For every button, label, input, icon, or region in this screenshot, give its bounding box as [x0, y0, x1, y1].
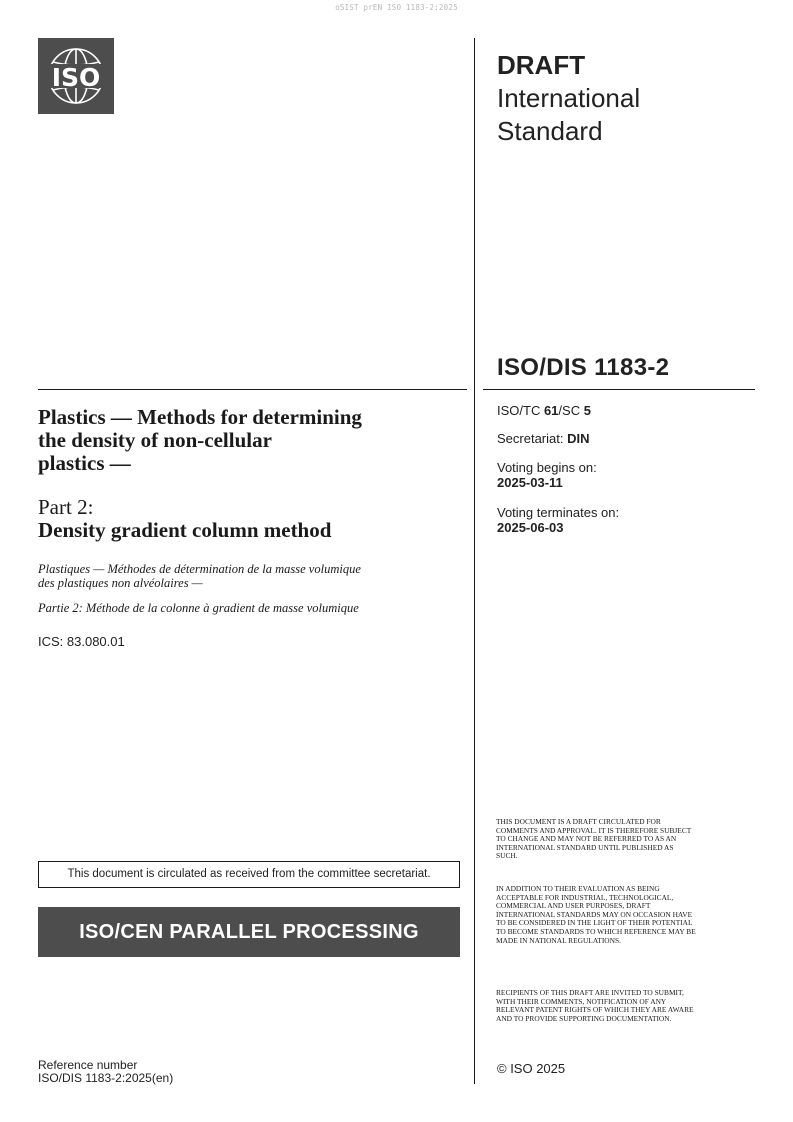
- french-part-title: Partie 2: Méthode de la colonne à gradient de masse volumique: [38, 601, 359, 615]
- iso-globe-icon: [38, 38, 114, 114]
- voting-terminates-label: Voting terminates on:: [497, 505, 620, 520]
- reference-number-value: ISO/DIS 1183-2:2025(en): [38, 1071, 174, 1085]
- main-title: [38, 406, 458, 475]
- standard-number: ISO/DIS 1183-2: [497, 354, 670, 381]
- draft-title: [497, 49, 640, 148]
- iso-logo: [38, 38, 114, 114]
- left-horizontal-rule: [38, 389, 467, 390]
- draft-title-line3: Standard: [497, 116, 603, 146]
- tc-prefix: ISO/TC: [497, 403, 544, 418]
- disclaimer-paragraph-1: THIS DOCUMENT IS A DRAFT CIRCULATED FOR COMMENTS AND APPROVAL. IT IS THEREFORE SUBJECT TO CHANGE AND MAY NOT BE REFERRED TO AS AN INTERNATIONAL STANDARD UNTIL PUBLISHED AS SUCH.: [496, 817, 692, 861]
- secretariat-line: [497, 431, 589, 446]
- main-title-line2: the density of non-cellular: [38, 428, 272, 452]
- main-title-line1: Plastics — Methods for determining: [38, 405, 362, 429]
- disclaimer-paragraph-2: IN ADDITION TO THEIR EVALUATION AS BEING ACCEPTABLE FOR INDUSTRIAL, TECHNOLOGICAL, COMMERCIAL AND USER PURPOSES, DRAFT INTERNATIONAL STANDARDS MAY ON OCCASION HAVE TO BE CONSIDERED IN THE LIGHT OF THEIR POTENTIAL TO BECOME STANDARDS TO WHICH REFERENCE MAY BE MADE IN NATIONAL REGULATIONS.: [496, 884, 696, 945]
- ics-code: ICS: 83.080.01: [38, 634, 125, 649]
- french-title-line1: Plastiques — Méthodes de détermination de la masse volumique: [38, 562, 361, 576]
- copyright: © ISO 2025: [497, 1061, 566, 1076]
- part-label: Part 2:: [38, 495, 94, 519]
- draft-title-line2: International: [497, 83, 641, 113]
- sc-number: 5: [583, 403, 591, 418]
- right-horizontal-rule: [483, 389, 755, 390]
- tc-number: 61: [543, 403, 559, 418]
- parallel-processing-banner: ISO/CEN PARALLEL PROCESSING: [38, 907, 460, 957]
- secretariat-label: Secretariat:: [497, 431, 568, 446]
- french-title-line2: des plastiques non alvéolaires —: [38, 576, 203, 590]
- voting-terminates: [497, 505, 619, 535]
- disclaimer-paragraph-3: RECIPIENTS OF THIS DRAFT ARE INVITED TO SUBMIT, WITH THEIR COMMENTS, NOTIFICATION OF ANY RELEVANT PATENT RIGHTS OF WHICH THEY ARE AWARE AND TO PROVIDE SUPPORTING DOCUMENTATION.: [496, 988, 694, 1023]
- voting-begins: [497, 460, 597, 490]
- circulation-notice: This document is circulated as received from the committee secretariat.: [38, 861, 460, 888]
- sc-prefix: /SC: [558, 403, 584, 418]
- committee-line: [497, 403, 591, 418]
- voting-terminates-date: 2025-06-03: [497, 520, 564, 535]
- main-title-line3: plastics —: [38, 451, 131, 475]
- reference-number-label: Reference number: [38, 1058, 138, 1072]
- french-title: [38, 562, 458, 590]
- iso-logo-text: ISO: [51, 63, 101, 92]
- voting-begins-label: Voting begins on:: [497, 460, 597, 475]
- header-watermark: oSIST prEN ISO 1183-2:2025: [335, 3, 458, 12]
- part-title: Density gradient column method: [38, 518, 332, 542]
- secretariat-value: DIN: [567, 431, 590, 446]
- voting-begins-date: 2025-03-11: [497, 475, 563, 490]
- draft-title-line1: DRAFT: [497, 50, 586, 80]
- vertical-divider: [474, 38, 475, 1084]
